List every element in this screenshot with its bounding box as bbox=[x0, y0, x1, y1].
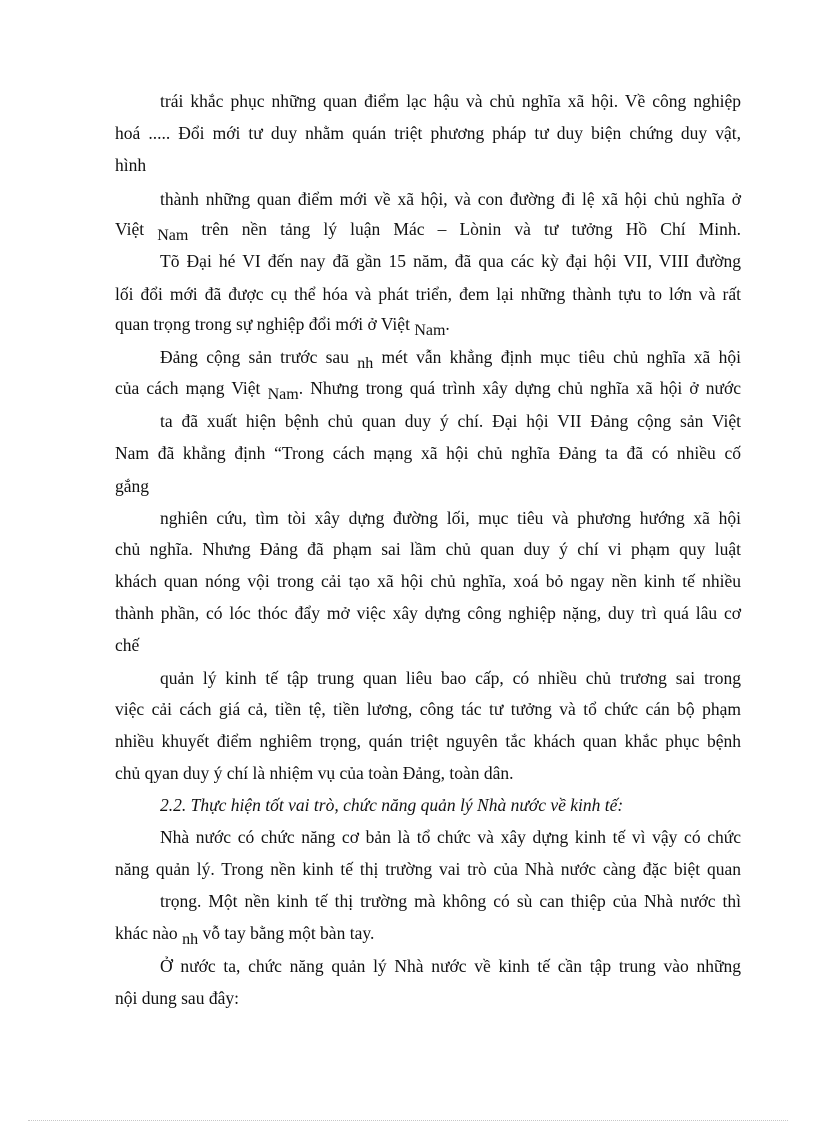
text-line: nội dung sau đây: bbox=[115, 988, 239, 1008]
text-run: vỗ tay bằng một bàn tay. bbox=[198, 923, 375, 943]
text-line: trái khắc phục những quan điểm lạc hậu và chủ nghĩa xã hội. Về công nghiệp bbox=[160, 91, 741, 111]
text-run: nh bbox=[357, 355, 374, 372]
text-run: . Nhưng trong quá trình xây dựng chủ nghĩa xã hội ở nước bbox=[298, 378, 742, 398]
text-run: Nam bbox=[267, 386, 299, 403]
text-line: hoá ..... Đổi mới tư duy nhằm quán triệt phương pháp tư duy biện chứng duy vật, bbox=[115, 123, 741, 143]
text-run: mét vẫn khẳng định mục tiêu chủ nghĩa xã hội bbox=[373, 347, 741, 367]
text-run: Việt bbox=[115, 219, 158, 239]
text-line bbox=[115, 313, 741, 337]
text-line: nghiên cứu, tìm tòi xây dựng đường lối, mục tiêu và phương hướng xã hội bbox=[160, 508, 741, 528]
text-line: trọng. Một nền kinh tế thị trường mà không có sù can thiệp của Nhà nước thì bbox=[160, 891, 741, 911]
text-line: gắng bbox=[115, 476, 150, 496]
text-line: thành phần, có lóc thóc đẩy mở việc xây dựng công nghiệp nặng, duy trì quá lâu cơ bbox=[115, 603, 741, 623]
text-line: ta đã xuất hiện bệnh chủ quan duy ý chí. Đại hội VII Đảng cộng sản Việt bbox=[160, 411, 741, 431]
text-run: Đảng cộng sản trước sau bbox=[160, 347, 358, 367]
text-line: chủ nghĩa. Nhưng Đảng đã phạm sai lầm chủ quan duy ý chí vi phạm quy luật bbox=[115, 539, 741, 559]
text-run: trên nền tảng lý luận Mác – Lònin và tư tưởng Hồ Chí Minh. bbox=[188, 219, 741, 239]
text-line: việc cải cách giá cả, tiền tệ, tiền lương, công tác tư tưởng và tổ chức cán bộ phạm bbox=[115, 699, 741, 719]
text-line: hình bbox=[115, 155, 147, 175]
text-line: Nam đã khẳng định “Trong cách mạng xã hội chủ nghĩa Đảng ta đã có nhiều cố bbox=[115, 443, 741, 463]
text-line bbox=[115, 922, 741, 946]
text-run: Nam bbox=[414, 322, 446, 339]
text-line: chế bbox=[115, 635, 140, 655]
text-run: quan trọng trong sự nghiệp đổi mới ở Việt bbox=[115, 314, 415, 334]
text-run: . bbox=[445, 314, 450, 334]
text-line: năng quản lý. Trong nền kinh tế thị trường vai trò của Nhà nước càng đặc biệt quan bbox=[115, 859, 741, 879]
text-line bbox=[160, 346, 741, 370]
text-line: chủ qyan duy ý chí là nhiệm vụ của toàn Đảng, toàn dân. bbox=[115, 763, 514, 783]
text-line: khách quan nóng vội trong cải tạo xã hội chủ nghĩa, xoá bỏ ngay nền kinh tế nhiều bbox=[115, 571, 741, 591]
text-line bbox=[115, 377, 741, 401]
text-line: Nhà nước có chức năng cơ bản là tổ chức và xây dựng kinh tế vì vậy có chức bbox=[160, 827, 741, 847]
text-line: lối đổi mới đã được cụ thể hóa và phát triển, đem lại những thành tựu to lớn và rất bbox=[115, 284, 741, 304]
text-run: nh bbox=[182, 931, 199, 948]
text-line bbox=[115, 218, 741, 242]
page-bottom-rule bbox=[28, 1120, 788, 1121]
text-line: nhiều khuyết điểm nghiêm trọng, quán triệt nguyên tắc khách quan khắc phục bệnh bbox=[115, 731, 741, 751]
text-run: khác nào bbox=[115, 923, 183, 943]
section-heading: 2.2. Thực hiện tốt vai trò, chức năng quản lý Nhà nước về kinh tế: bbox=[160, 795, 624, 815]
text-run: của cách mạng Việt bbox=[115, 378, 268, 398]
text-line: quản lý kinh tế tập trung quan liêu bao cấp, có nhiều chủ trương sai trong bbox=[160, 668, 741, 688]
text-line: Ở nước ta, chức năng quản lý Nhà nước về kinh tế cần tập trung vào những bbox=[160, 956, 741, 976]
text-run: Nam bbox=[157, 227, 189, 244]
text-line: thành những quan điểm mới về xã hội, và con đường đi lệ xã hội chủ nghĩa ở bbox=[160, 189, 741, 209]
text-line: Tõ Đại hé VI đến nay đã gần 15 năm, đã qua các kỳ đại hội VII, VIII đường bbox=[160, 251, 741, 271]
